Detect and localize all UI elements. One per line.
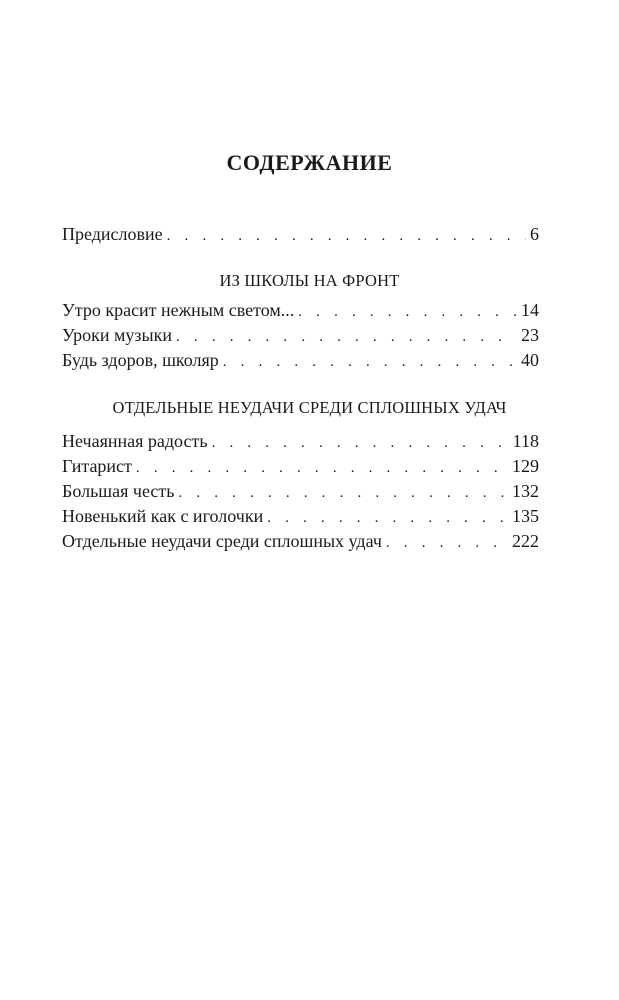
toc-entry-page: 14 [521, 300, 539, 320]
toc-entry-label: Гитарист [62, 456, 132, 476]
toc-entry-page: 129 [512, 456, 539, 476]
page-title: СОДЕРЖАНИЕ [226, 150, 393, 175]
dot-leader [178, 481, 508, 506]
toc-entry-page: 135 [512, 506, 539, 526]
toc-entry[interactable] [62, 504, 539, 529]
toc-entry[interactable] [62, 454, 539, 479]
toc-section-block [62, 298, 539, 373]
toc-entry[interactable] [62, 298, 539, 323]
dot-leader [136, 456, 508, 481]
toc-entry[interactable] [62, 323, 539, 348]
toc-entry-label: Отдельные неудачи среди сплошных удач [62, 531, 382, 551]
dot-leader [176, 325, 517, 350]
dot-leader [267, 506, 508, 531]
toc-entry-label: Большая честь [62, 481, 175, 501]
toc-preface-block [62, 222, 539, 247]
toc-entry[interactable] [62, 222, 539, 247]
toc-entry-label: Будь здоров, школяр [62, 350, 219, 370]
toc-entry-label: Уроки музыки [62, 325, 173, 345]
toc-entry-page: 6 [530, 224, 539, 244]
dot-leader [212, 431, 509, 456]
toc-entry-label: Новенький как с иголочки [62, 506, 264, 526]
toc-entry-label: Предисловие [62, 224, 163, 244]
dot-leader [223, 350, 517, 375]
toc-entry-label: Утро красит нежным светом... [62, 300, 295, 320]
dot-leader [386, 531, 508, 556]
toc-entry-page: 132 [512, 481, 539, 501]
toc-entry[interactable] [62, 348, 539, 373]
section-heading: ИЗ ШКОЛЫ НА ФРОНТ [219, 271, 400, 290]
toc-entry[interactable] [62, 529, 539, 554]
toc-entry-page: 23 [521, 325, 539, 345]
section-heading: ОТДЕЛЬНЫЕ НЕУДАЧИ СРЕДИ СПЛОШНЫХ УДАЧ [112, 398, 507, 417]
toc-entry-page: 40 [521, 350, 539, 370]
dot-leader [298, 300, 517, 325]
toc-entry[interactable] [62, 479, 539, 504]
toc-entry-page: 118 [512, 431, 539, 451]
toc-entry-page: 222 [512, 531, 539, 551]
toc-entry[interactable] [62, 429, 539, 454]
dot-leader [167, 224, 526, 249]
toc-entry-label: Нечаянная радость [62, 431, 208, 451]
toc-section-block [62, 429, 539, 554]
